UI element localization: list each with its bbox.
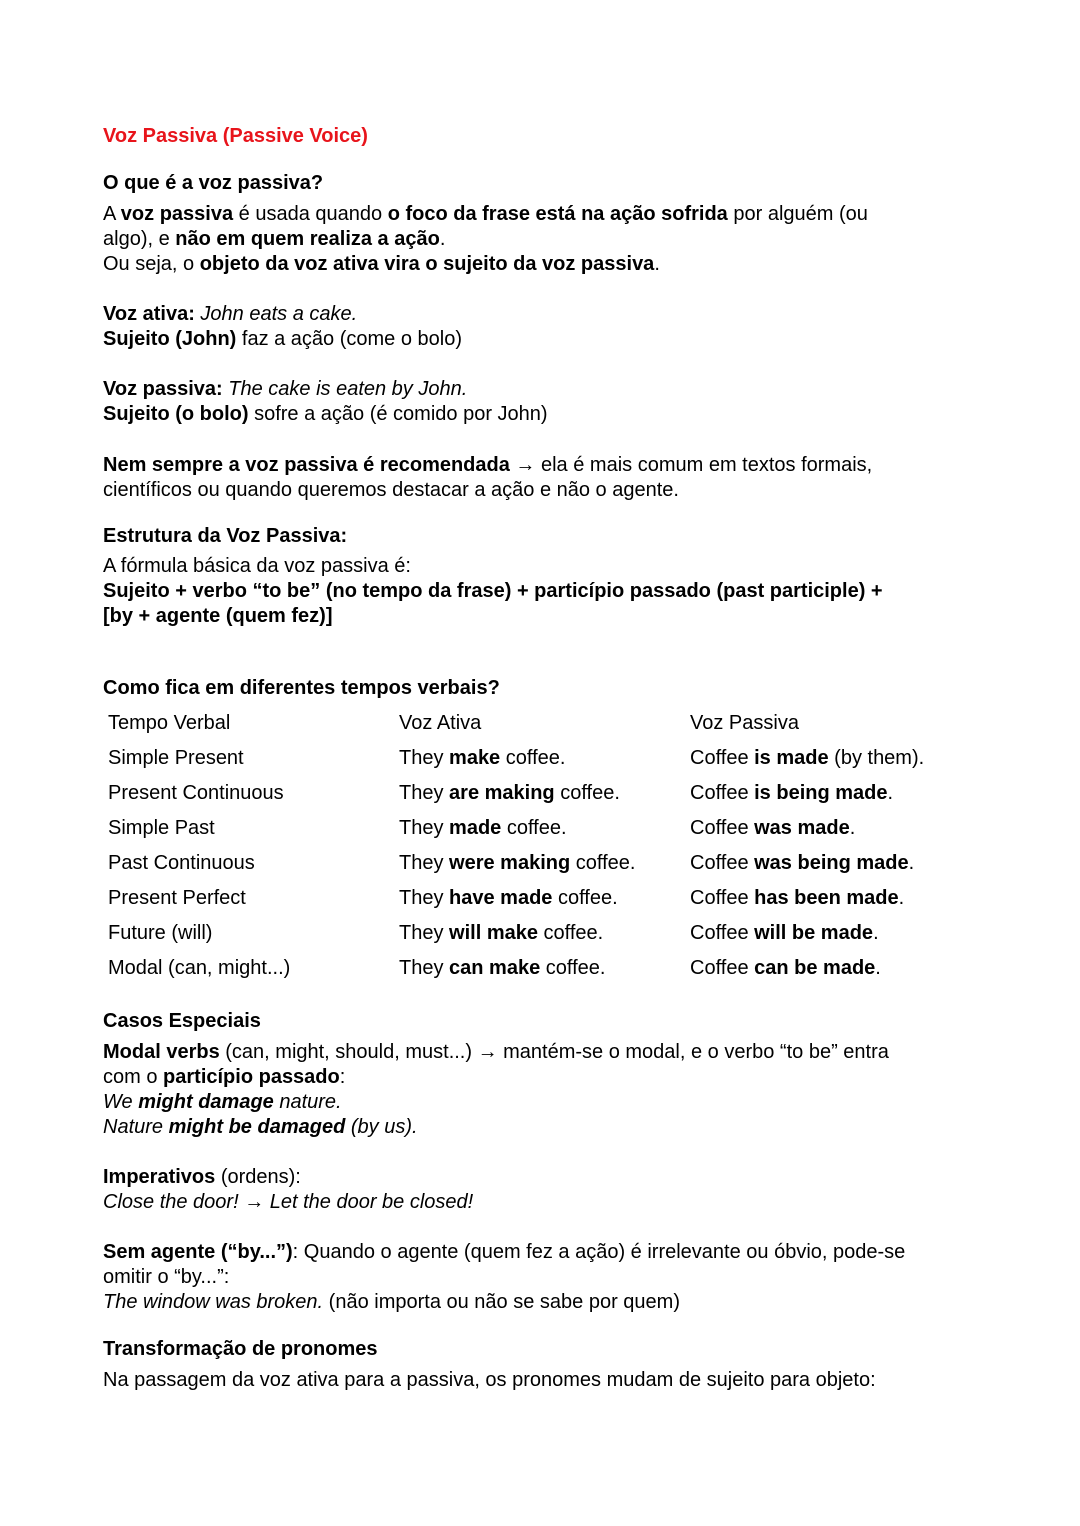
table-header-row	[103, 706, 990, 741]
section-heading-what-is: O que é a voz passiva?	[103, 172, 324, 194]
document-title: Voz Passiva (Passive Voice)	[103, 125, 368, 147]
modal-verbs-case: Modal verbs (can, might, should, must...) → mantém-se o modal, e o verbo “to be” entra com o particípio passado: We might damage nature. Nature might be damaged (by us).	[103, 1041, 889, 1138]
table-row: Past Continuous They were making coffee. Coffee was being made.	[108, 852, 915, 874]
definition-paragraph	[103, 202, 1003, 277]
table-row: Modal (can, might...) They can make coffee. Coffee can be made.	[108, 957, 881, 979]
column-header: Voz Ativa	[399, 712, 482, 734]
pronouns-heading: Transformação de pronomes	[103, 1338, 378, 1360]
table-row: Simple Past They made coffee. Coffee was made.	[108, 817, 856, 839]
special-cases-heading: Casos Especiais	[103, 1010, 261, 1032]
active-voice-example: Voz ativa: John eats a cake. Sujeito (John) faz a ação (come o bolo)	[103, 303, 463, 350]
definition-line-2: algo), e não em quem realiza a ação.	[103, 228, 446, 250]
tenses-table	[103, 706, 990, 986]
table-row: Present Continuous They are making coffee. Coffee is being made.	[108, 782, 894, 804]
tenses-heading: Como fica em diferentes tempos verbais?	[103, 677, 500, 699]
structure-formula: A fórmula básica da voz passiva é: Sujeito + verbo “to be” (no tempo da frase) + particípio passado (past participle) + [by + agente (quem fez)]	[103, 555, 883, 627]
definition-line-1: A voz passiva é usada quando o foco da frase está na ação sofrida por alguém (ou	[103, 203, 868, 225]
table-row: Simple Present They make coffee. Coffee is made (by them).	[108, 747, 925, 769]
pronouns-text: Na passagem da voz ativa para a passiva, os pronomes mudam de sujeito para objeto:	[103, 1369, 876, 1391]
column-header: Voz Passiva	[690, 712, 799, 734]
table-row: Future (will) They will make coffee. Coffee will be made.	[108, 922, 879, 944]
structure-heading: Estrutura da Voz Passiva:	[103, 525, 348, 547]
no-agent-case: Sem agente (“by...”): Quando o agente (quem fez a ação) é irrelevante ou óbvio, pode-se omitir o “by...”: The window was broken. (não importa ou não se sabe por quem)	[103, 1241, 906, 1313]
usage-note: Nem sempre a voz passiva é recomendada → ela é mais comum em textos formais, científicos ou quando queremos destacar a ação e não o agente.	[103, 454, 873, 501]
table-row: Present Perfect They have made coffee. Coffee has been made.	[108, 887, 905, 909]
passive-voice-example: Voz passiva: The cake is eaten by John. Sujeito (o bolo) sofre a ação (é comido por John)	[103, 378, 548, 425]
imperative-case: Imperativos (ordens): Close the door! → Let the door be closed!	[103, 1166, 474, 1213]
definition-line-3: Ou seja, o objeto da voz ativa vira o sujeito da voz passiva.	[103, 253, 660, 275]
column-header: Tempo Verbal	[108, 712, 231, 734]
